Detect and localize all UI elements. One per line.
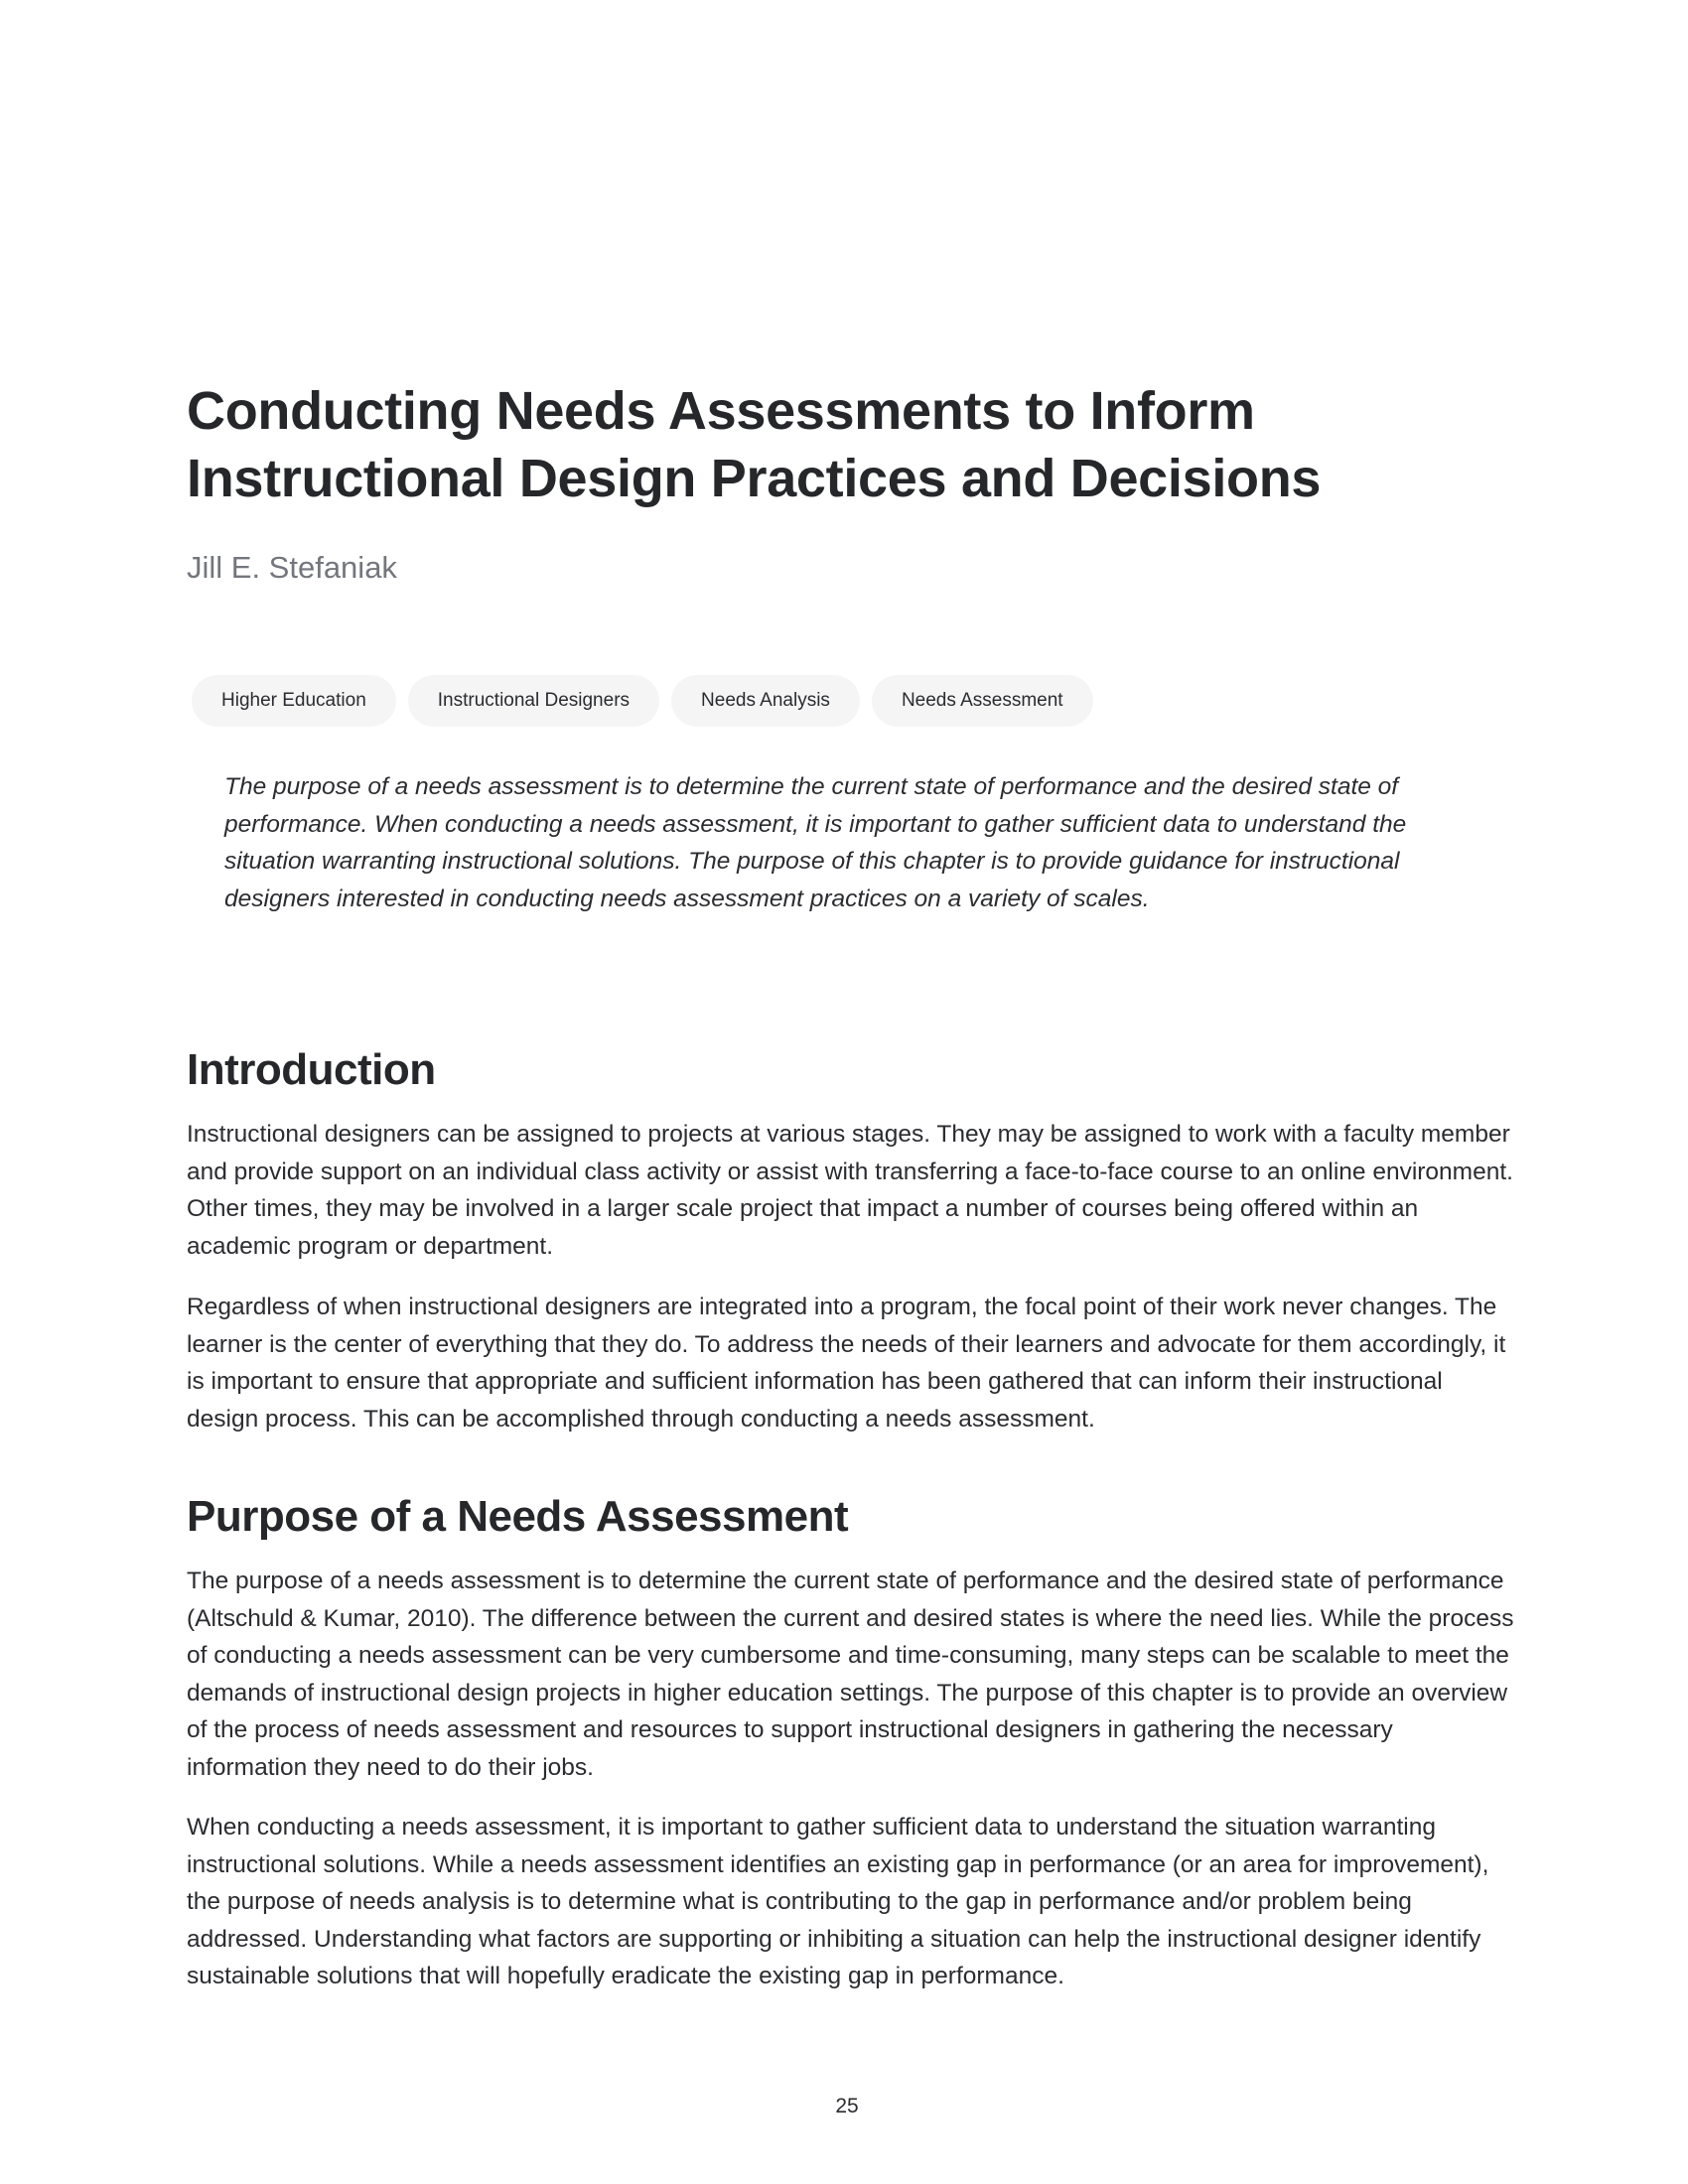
section-heading-purpose: Purpose of a Needs Assessment xyxy=(187,1492,849,1541)
tag-instructional-designers[interactable]: Instructional Designers xyxy=(408,675,659,727)
abstract: The purpose of a needs assessment is to determine the current state of performance and the desired state of performance. When conducting a needs assessment, it is important to gather sufficient data to understand the situation warranting instructional solutions. The purpose of this chapter is to provide guidance for instructional designers interested in conducting needs assessment practices on a variety of scales. xyxy=(224,773,1407,912)
paragraph: Instructional designers can be assigned to projects at various stages. They may be assigned to work with a faculty member and provide support on an individual class activity or assist with transferring a face-to-face course to an online environment. Other times, they may be involved in a larger scale project that impact a number of courses being offered within an academic program or department. xyxy=(187,1121,1513,1260)
section-heading-introduction: Introduction xyxy=(187,1045,436,1094)
paragraph: When conducting a needs assessment, it is important to gather sufficient data to understand the situation warranting instructional solutions. While a needs assessment identifies an existing gap in performance (or an area for improvement), the purpose of needs analysis is to determine what is contributing to the gap in performance and/or problem being addressed. Understanding what factors are supporting or inhibiting a situation can help the instructional designer identify sustainable solutions that will hopefully eradicate the existing gap in performance. xyxy=(187,1814,1489,1989)
title-line: Instructional Design Practices and Decisions xyxy=(187,449,1322,508)
paragraph: Regardless of when instructional designers are integrated into a program, the focal point of their work never changes. The learner is the center of everything that they do. To address the needs of their learners and advocate for them accordingly, it is important to ensure that appropriate and sufficient information has been gathered that can inform their instructional design process. This can be accomplished through conducting a needs assessment. xyxy=(187,1294,1506,1433)
tag-list xyxy=(192,675,1093,727)
tag-needs-assessment[interactable]: Needs Assessment xyxy=(872,675,1093,727)
document-page xyxy=(187,0,1514,2184)
page-number: 25 xyxy=(835,2095,859,2117)
paragraph: The purpose of a needs assessment is to determine the current state of performance and the desired state of performance (Altschuld & Kumar, 2010). The difference between the current and desired states is where the need lies. While the process of conducting a needs assessment can be very cumbersome and time-consuming, many steps can be scalable to meet the demands of instructional design projects in higher education settings. The purpose of this chapter is to provide an overview of the process of needs assessment and resources to support instructional designers in gathering the necessary information they need to do their jobs. xyxy=(187,1568,1514,1781)
title-line: Conducting Needs Assessments to Inform xyxy=(187,381,1255,441)
tag-higher-education[interactable]: Higher Education xyxy=(192,675,396,727)
tag-needs-analysis[interactable]: Needs Analysis xyxy=(671,675,860,727)
author-name: Jill E. Stefaniak xyxy=(187,550,397,585)
page-title xyxy=(187,377,1507,512)
